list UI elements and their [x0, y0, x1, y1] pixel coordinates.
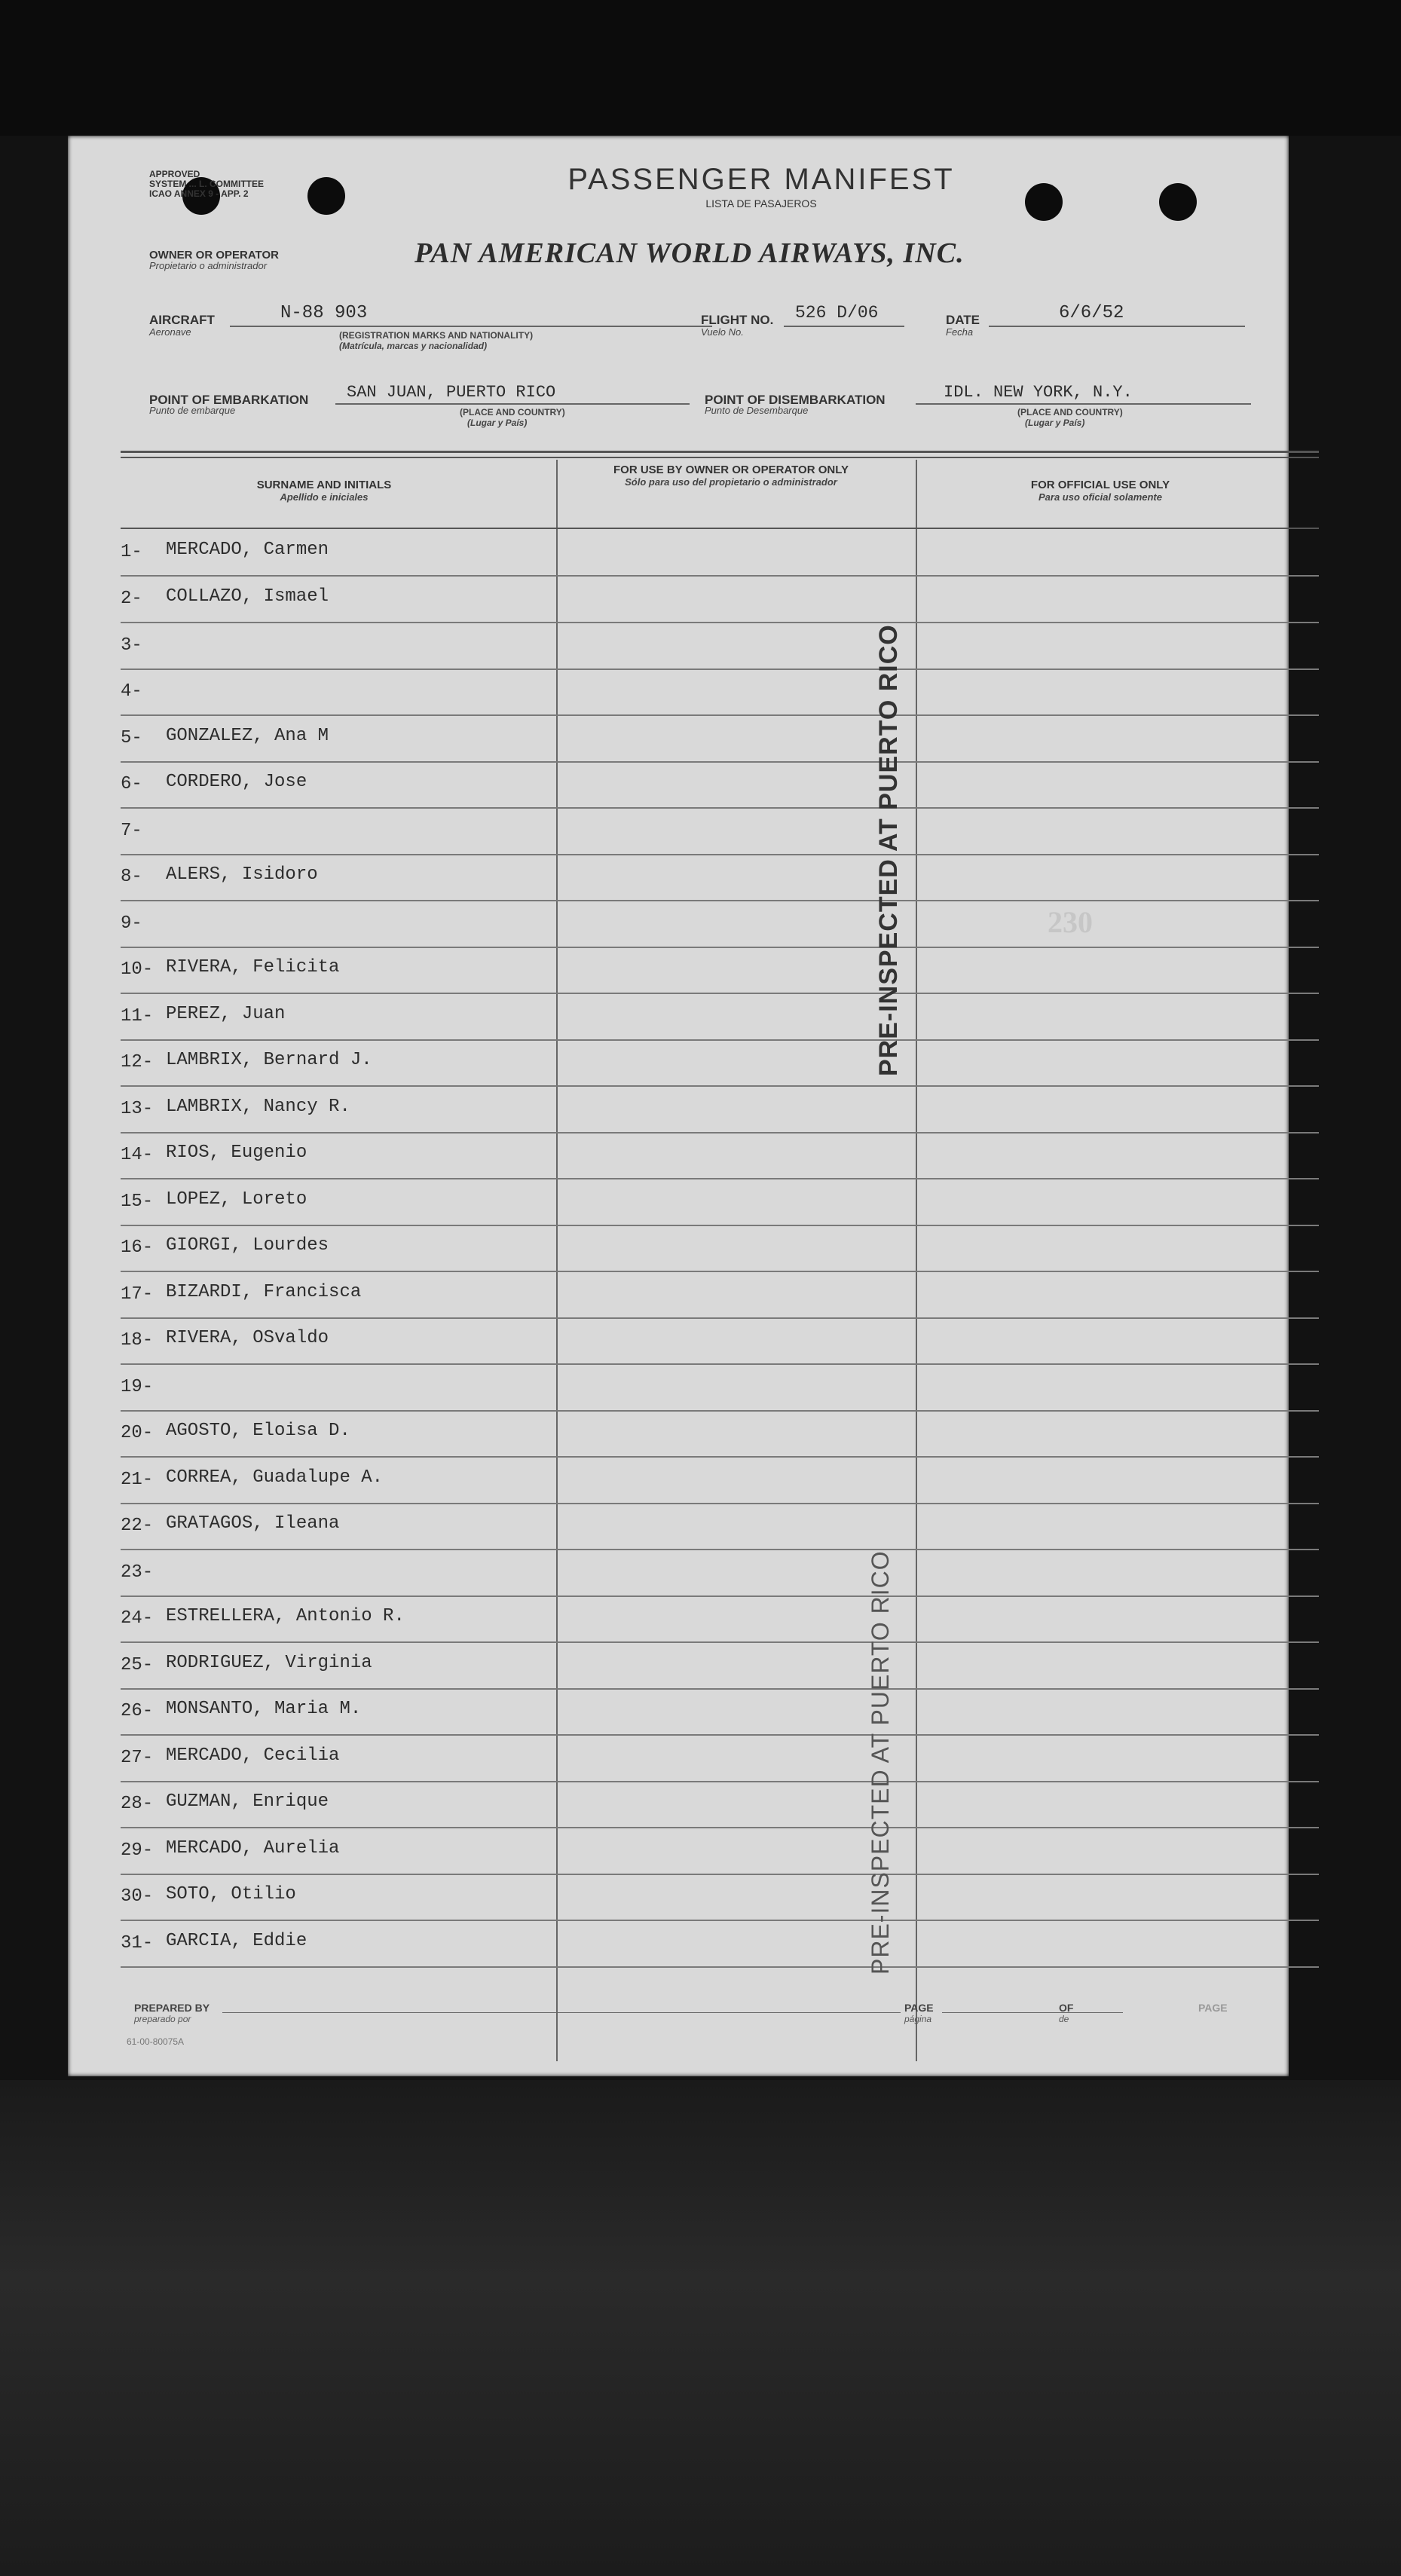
punch-hole: [1025, 183, 1063, 221]
disembark-label: POINT OF DISEMBARKATION: [705, 393, 886, 407]
embark-value: SAN JUAN, PUERTO RICO: [347, 383, 556, 402]
row-number: 10-: [121, 959, 154, 980]
passenger-row: [121, 715, 1319, 763]
passenger-name: RIVERA, OSvaldo: [166, 1328, 329, 1348]
passenger-row: [121, 1179, 1319, 1226]
date-label: DATE: [946, 313, 980, 327]
aircraft-value: N-88 903: [280, 303, 368, 323]
col-owner-label-es: Sólo para uso del propietario o administrador: [625, 476, 837, 488]
prepared-by-label: PREPARED BY: [134, 2002, 210, 2014]
embark-place-note-es: (Lugar y País): [467, 418, 528, 428]
row-number: 3-: [121, 635, 142, 656]
passenger-row: [121, 854, 1319, 901]
passenger-name: LAMBRIX, Bernard J.: [166, 1050, 372, 1070]
scan-background-top: [0, 0, 1401, 136]
passenger-row: [121, 1457, 1319, 1504]
row-number: 19-: [121, 1377, 154, 1397]
owner-label-es: Propietario o administrador: [149, 260, 268, 271]
row-number: 28-: [121, 1794, 154, 1814]
passenger-name: RIVERA, Felicita: [166, 957, 340, 977]
row-number: 27-: [121, 1748, 154, 1768]
registration-note: (REGISTRATION MARKS AND NATIONALITY): [339, 330, 534, 341]
row-number: 6-: [121, 774, 142, 794]
page-label-es: página: [904, 2014, 932, 2024]
manifest-title: PASSENGER MANIFEST: [567, 163, 955, 196]
passenger-name: SOTO, Otilio: [166, 1884, 296, 1904]
passenger-name: LOPEZ, Loreto: [166, 1189, 307, 1210]
aircraft-label-es: Aeronave: [149, 326, 191, 338]
date-value: 6/6/52: [1059, 303, 1124, 323]
passenger-name: CORREA, Guadalupe A.: [166, 1467, 384, 1488]
passenger-name: MERCADO, Cecilia: [166, 1745, 340, 1766]
form-number: 61-00-80075A: [127, 2036, 185, 2047]
passenger-name: ALERS, Isidoro: [166, 864, 318, 885]
header-rule: [121, 451, 1319, 453]
passenger-row: [121, 576, 1319, 623]
passenger-name: CORDERO, Jose: [166, 772, 307, 792]
row-number: 1-: [121, 542, 142, 562]
row-number: 24-: [121, 1608, 154, 1629]
passenger-row: [121, 1642, 1319, 1690]
col-surname-label-es: Apellido e iniciales: [280, 491, 369, 503]
row-number: 16-: [121, 1238, 154, 1258]
row-number: 25-: [121, 1655, 154, 1675]
col-header-owner-use: [595, 464, 867, 488]
of-label: OF: [1059, 2002, 1074, 2014]
row-number: 2-: [121, 589, 142, 609]
disembark-place-note-es: (Lugar y País): [1025, 418, 1085, 428]
aircraft-label: AIRCRAFT: [149, 313, 215, 327]
row-number: 9-: [121, 913, 142, 934]
row-number: 31-: [121, 1933, 154, 1953]
embark-underline: [335, 403, 690, 405]
passenger-name: ESTRELLERA, Antonio R.: [166, 1606, 405, 1626]
passenger-name: MERCADO, Carmen: [166, 540, 329, 560]
passenger-name: COLLAZO, Ismael: [166, 586, 329, 607]
flight-underline: [784, 326, 904, 327]
registration-note-es: (Matrícula, marcas y nacionalidad): [339, 341, 488, 351]
prepared-by-label-es: preparado por: [134, 2014, 191, 2024]
passenger-name: RIOS, Eugenio: [166, 1143, 307, 1163]
passenger-row: [121, 993, 1319, 1041]
col-official-label: FOR OFFICIAL USE ONLY: [1030, 479, 1170, 491]
passenger-row: [121, 668, 1319, 716]
row-number: 23-: [121, 1562, 154, 1583]
date-label-es: Fecha: [946, 326, 974, 338]
row-number: 15-: [121, 1192, 154, 1212]
col-header-official-use: [965, 479, 1236, 503]
col-header-surname: [166, 479, 482, 503]
row-number: 30-: [121, 1886, 154, 1907]
page-label: PAGE: [904, 2002, 934, 2014]
row-number: 17-: [121, 1284, 154, 1305]
prepared-by-underline: [222, 2012, 901, 2013]
passenger-row: [121, 623, 1319, 670]
row-number: 11-: [121, 1006, 154, 1026]
embark-place-note: (PLACE AND COUNTRY): [460, 407, 565, 418]
row-number: 4-: [121, 681, 142, 702]
passenger-row: [121, 529, 1319, 577]
passenger-name: GIORGI, Lourdes: [166, 1235, 329, 1256]
row-number: 18-: [121, 1330, 154, 1351]
flight-label-es: Vuelo No.: [701, 326, 744, 338]
passenger-row: [121, 761, 1319, 809]
manifest-sheet: [68, 136, 1289, 2076]
header-rule: [121, 457, 1319, 458]
passenger-row: [121, 1225, 1319, 1272]
passenger-row: [121, 1595, 1319, 1643]
flight-value: 526 D/06: [795, 303, 879, 323]
passenger-row: [121, 1039, 1319, 1087]
disembark-place-note: (PLACE AND COUNTRY): [1017, 407, 1123, 418]
row-number: 21-: [121, 1470, 154, 1490]
passenger-row: [121, 1364, 1319, 1412]
passenger-name: BIZARDI, Francisca: [166, 1282, 362, 1302]
passenger-row: [121, 1550, 1319, 1597]
passenger-name: GRATAGOS, Ileana: [166, 1513, 340, 1534]
disembark-label-es: Punto de Desembarque: [705, 405, 809, 416]
punch-hole: [1159, 183, 1197, 221]
page-underline: [942, 2012, 1123, 2013]
passenger-name: GUZMAN, Enrique: [166, 1791, 329, 1812]
disembark-underline: [916, 403, 1251, 405]
passenger-row: [121, 1874, 1319, 1921]
row-number: 22-: [121, 1516, 154, 1536]
passenger-row: [121, 1688, 1319, 1736]
passenger-row: [121, 808, 1319, 855]
passenger-name: GONZALEZ, Ana M: [166, 726, 329, 746]
aircraft-underline: [230, 326, 712, 327]
passenger-row: [121, 1828, 1319, 1875]
pre-inspected-stamp: PRE-INSPECTED AT PUERTO RICO: [874, 624, 903, 1076]
row-number: 20-: [121, 1423, 154, 1443]
manifest-subtitle: LISTA DE PASAJEROS: [705, 197, 817, 210]
owner-label: OWNER OR OPERATOR: [149, 249, 279, 262]
scan-background-bottom: [0, 2080, 1401, 2576]
row-number: 29-: [121, 1840, 154, 1861]
passenger-row: [121, 1503, 1319, 1550]
approval-line: SYSTEM ... L. COMMITTEE: [149, 179, 265, 189]
passenger-row: [121, 1781, 1319, 1828]
embark-label: POINT OF EMBARKATION: [149, 393, 309, 407]
airline-name: PAN AMERICAN WORLD AIRWAYS, INC.: [414, 237, 965, 269]
passenger-row: [121, 1132, 1319, 1179]
passenger-row: [121, 901, 1319, 948]
col-surname-label: SURNAME AND INITIALS: [256, 479, 392, 491]
passenger-name: PEREZ, Juan: [166, 1004, 286, 1024]
passenger-row: [121, 1271, 1319, 1319]
passenger-name: RODRIGUEZ, Virginia: [166, 1653, 372, 1673]
passenger-row: [121, 1410, 1319, 1458]
embark-label-es: Punto de embarque: [149, 405, 236, 416]
passenger-name: MONSANTO, Maria M.: [166, 1699, 362, 1719]
passenger-row: [121, 947, 1319, 994]
passenger-name: LAMBRIX, Nancy R.: [166, 1097, 350, 1117]
row-number: 5-: [121, 728, 142, 748]
passenger-name: AGOSTO, Eloisa D.: [166, 1421, 350, 1441]
flight-label: FLIGHT NO.: [701, 313, 774, 327]
row-number: 7-: [121, 821, 142, 841]
approval-line: APPROVED: [149, 169, 200, 179]
date-underline: [989, 326, 1245, 327]
approval-text: [149, 170, 264, 199]
passenger-row: [121, 1317, 1319, 1365]
punch-hole: [307, 177, 345, 215]
passenger-row: [121, 1920, 1319, 1968]
of-label-es: de: [1059, 2014, 1069, 2024]
passenger-row: [121, 1735, 1319, 1782]
passenger-name: MERCADO, Aurelia: [166, 1838, 340, 1859]
passenger-row: [121, 1086, 1319, 1134]
pages-label: PAGE: [1198, 2002, 1228, 2014]
passenger-name: GARCIA, Eddie: [166, 1931, 307, 1951]
approval-line: ICAO ANNEX 9 - APP. 2: [149, 188, 249, 199]
col-official-label-es: Para uso oficial solamente: [1038, 491, 1162, 503]
col-owner-label: FOR USE BY OWNER OR OPERATOR ONLY: [613, 463, 849, 476]
row-number: 13-: [121, 1099, 154, 1119]
pre-inspected-stamp: PRE-INSPECTED AT PUERTO RICO: [867, 1550, 894, 1975]
official-number: 230: [1048, 905, 1093, 939]
row-number: 12-: [121, 1052, 154, 1072]
row-number: 26-: [121, 1701, 154, 1721]
row-number: 8-: [121, 867, 142, 887]
row-number: 14-: [121, 1145, 154, 1165]
disembark-value: IDL. NEW YORK, N.Y.: [944, 383, 1133, 402]
